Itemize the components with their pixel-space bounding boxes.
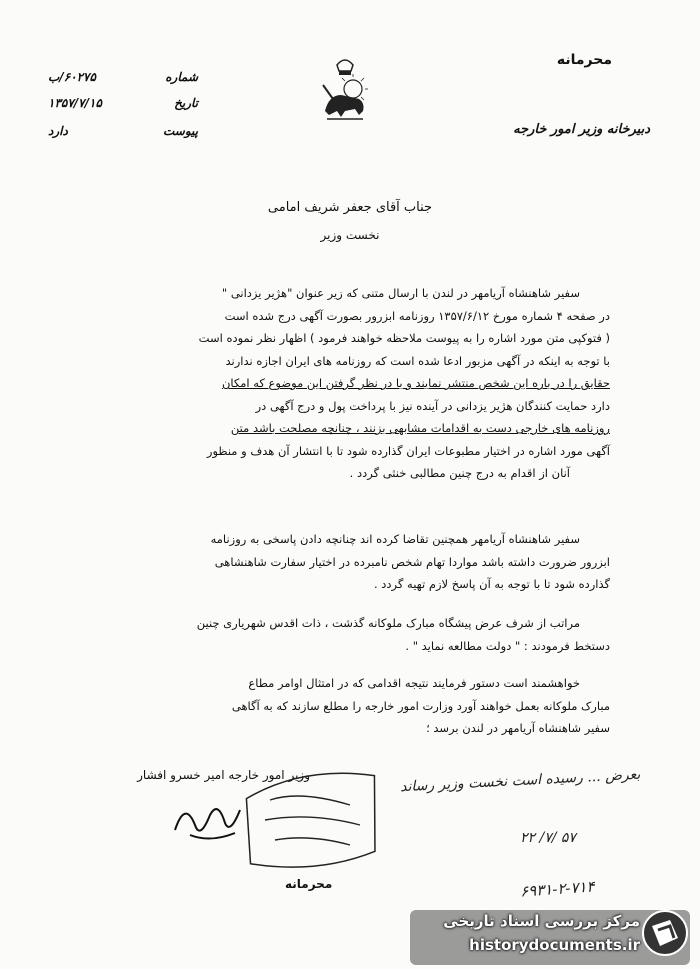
footer-stamp: محرمانه: [285, 877, 333, 891]
date-label: تاریخ: [174, 96, 198, 110]
date-value: ۱۳۵۷/۷/۱۵: [48, 96, 102, 110]
handwritten-stamp-icon: [230, 760, 390, 880]
attachment-label: پیوست: [163, 124, 198, 138]
signer-name: وزیر امور خارجه امیر خسرو افشار: [137, 768, 310, 782]
letter-number-row: [48, 70, 198, 84]
body-line: مبارک ملوکانه بعمل خواهند آورد وزارت امور خارجه را مطلع سازند که به آگاهی: [231, 698, 610, 713]
body-line: گذارده شود تا با توجه به آن پاسخ لازم تهیه گردد .: [374, 577, 610, 591]
body-line: سفیر شاهنشاه آریامهر همچنین تقاضا کرده اند چنانچه دادن پاسخی به روزنامه: [210, 532, 580, 546]
classification-label: محرمانه: [556, 52, 612, 68]
lion-and-sun-emblem-icon: [315, 55, 375, 127]
letter-date-row: [48, 96, 198, 110]
body-paragraph-4: [90, 672, 610, 740]
body-line: با توجه به اینکه در آگهی مزبور ادعا شده است که روزنامه های ایران اجازه ندارند: [225, 353, 610, 368]
body-line: دستخط فرمودند : " دولت مطالعه نماید " .: [405, 638, 610, 653]
body-line: ( فتوکپی متن مورد اشاره را به پیوست ملاحظه خواهند فرمود ) اظهار نظر نموده است: [198, 331, 610, 345]
handwritten-ref: ۶۹۳۱-۲-۷۱۴: [519, 877, 596, 901]
body-line: سفیر شاهنشاه آریامهر در لندن برسد ؛: [426, 721, 610, 735]
attachment-value: دارد: [48, 124, 68, 138]
number-label: شماره: [165, 70, 198, 84]
body-line: آگهی مورد اشاره در اختیار مطبوعات ایران گذارده شود تا با انتشار آن هدف و منظور: [206, 443, 610, 458]
watermark-org: مرکز بررسی اسناد تاریخی: [443, 912, 640, 930]
handwritten-date: ۲۲ /۷/ ۵۷: [520, 830, 576, 846]
handwritten-note: بعرض ... رسیده است نخست وزیر رساند: [399, 766, 641, 796]
body-line: دارد حمایت کنندگان هژیر یزدانی در آینده نیز با پرداخت پول و درج آگهی در: [255, 398, 610, 413]
body-line: در صفحه ۴ شماره مورخ ۱۳۵۷/۶/۱۲ روزنامه ابزرور بصورت آگهی درج شده است: [224, 308, 610, 323]
body-line: مراتب از شرف عرض پیشگاه مبارک ملوکانه گذشت ، ذات اقدس شهریاری چنین: [196, 616, 580, 630]
body-line: ابزرور ضرورت داشته باشد مواردا تهام شخص نامبرده در اختیار سفارت شاهنشاهی: [214, 554, 610, 569]
watermark-url: historydocuments.ir: [469, 936, 640, 954]
body-line-underlined: حقایق را در باره این شخص منتشر نمایند و با در نظر گرفتن این موضوع که امکان: [221, 376, 610, 390]
body-line: خواهشمند است دستور فرمایند نتیجه اقدامی که در امتثال اوامر مطاع: [248, 676, 580, 690]
body-paragraph-2: [90, 528, 610, 596]
attachment-row: [48, 124, 198, 138]
watermark-logo-icon: [640, 908, 690, 958]
addressee-name: جناب آقای جعفر شریف امامی: [267, 200, 433, 215]
body-line: آنان از اقدام به درج چنین مطالبی خنثی گردد .: [349, 466, 570, 480]
body-line-underlined: روزنامه های خارجی دست به اقدامات مشابهی بزنند ، چنانچه مصلحت باشد متن: [230, 421, 610, 435]
ministry-label: دبیرخانه وزیر امور خارجه: [513, 122, 650, 137]
addressee-title: نخست وزیر: [320, 228, 380, 242]
body-paragraph-3: [90, 612, 610, 657]
number-value: ۶۰۲۷۵/ب: [48, 70, 96, 84]
body-line: سفیر شاهنشاه آریامهر در لندن با ارسال متنی که زیر عنوان "هژیر یزدانی ": [221, 286, 580, 300]
body-paragraph-1: [90, 282, 610, 485]
